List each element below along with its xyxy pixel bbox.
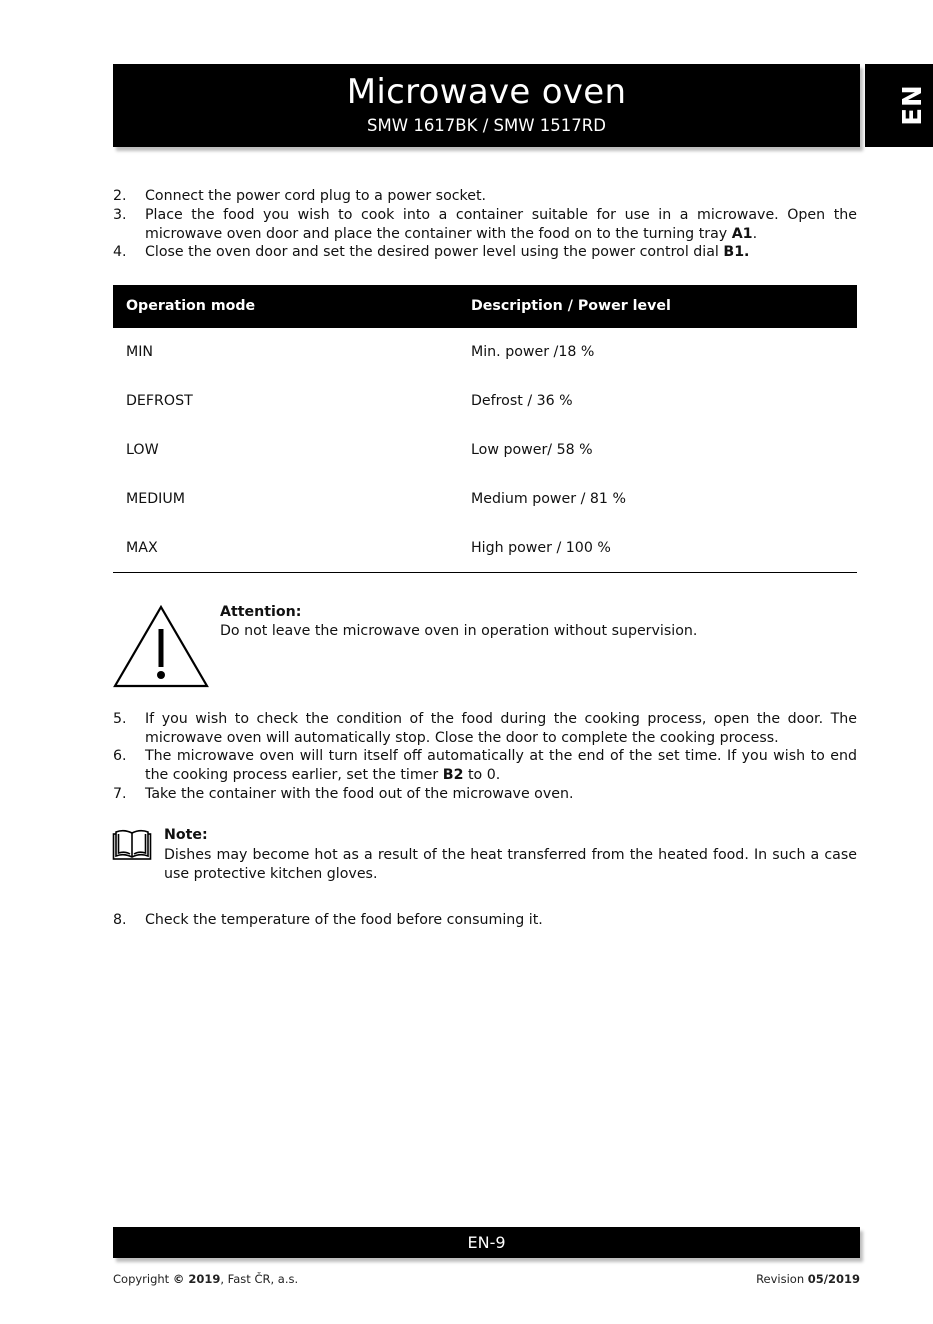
- table-cell: MEDIUM: [126, 491, 185, 507]
- table-header: [113, 285, 857, 328]
- part-reference: A1: [731, 225, 753, 242]
- step-text: Place the food you wish to cook into a container suitable for use in a microwave. Open the microwave oven door and place the container with the food on to the turning tray A1.: [145, 207, 857, 242]
- note-text: Dishes may become hot as a result of the heat transferred from the heated food. In such a case use protective kitchen gloves.: [164, 847, 857, 882]
- table-cell: LOW: [126, 442, 159, 458]
- table-row: [113, 328, 857, 377]
- step-2: [113, 187, 857, 206]
- table-cell: Min. power /18 %: [471, 344, 595, 360]
- book-icon: [112, 828, 152, 861]
- step-number: 3.: [113, 207, 127, 223]
- page-header: [113, 64, 860, 147]
- step-text: If you wish to check the condition of the food during the cooking process, open the door. The microwave oven will automatically stop. Close the door to complete the cooking process.: [145, 711, 857, 746]
- table-cell: Medium power / 81 %: [471, 491, 626, 507]
- table-cell: MIN: [126, 344, 154, 360]
- part-reference: B2: [442, 766, 464, 783]
- column-header: Operation mode: [126, 298, 256, 314]
- language-label: EN: [898, 84, 928, 126]
- step-text: The microwave oven will turn itself off automatically at the end of the set time. If you wish to end the cooking process earlier, set the timer B2 to 0.: [145, 748, 857, 783]
- step-text: Connect the power cord plug to a power socket.: [145, 188, 487, 204]
- step-text: Close the oven door and set the desired power level using the power control dial B1.: [145, 244, 750, 260]
- warning-triangle-icon: [113, 605, 209, 689]
- step-number: 7.: [113, 786, 127, 802]
- step-7: [113, 785, 857, 804]
- copyright: Copyright © 2019, Fast ČR, a.s.: [113, 1272, 299, 1286]
- table-cell: Defrost / 36 %: [471, 393, 573, 409]
- step-number: 5.: [113, 711, 127, 727]
- page-number-bar: [113, 1227, 860, 1258]
- step-6: [113, 747, 857, 784]
- revision: Revision 05/2019: [756, 1272, 860, 1286]
- attention-text: Do not leave the microwave oven in operation without supervision.: [220, 623, 698, 639]
- step-number: 2.: [113, 188, 127, 204]
- table-cell: MAX: [126, 540, 158, 556]
- document-title: Microwave oven: [346, 72, 627, 112]
- step-8: [113, 911, 857, 930]
- step-4: [113, 243, 857, 262]
- step-number: 4.: [113, 244, 127, 260]
- step-3: [113, 206, 857, 243]
- note-title: Note:: [164, 827, 208, 843]
- step-number: 8.: [113, 912, 127, 928]
- column-header: Description / Power level: [471, 298, 671, 314]
- table-cell: Low power/ 58 %: [471, 442, 593, 458]
- table-bottom-rule: [113, 572, 857, 573]
- step-5: [113, 710, 857, 747]
- step-text: Check the temperature of the food before consuming it.: [145, 912, 543, 928]
- page-number: EN-9: [467, 1233, 506, 1252]
- table-cell: High power / 100 %: [471, 540, 611, 556]
- attention-title: Attention:: [220, 604, 302, 620]
- part-reference: B1.: [723, 244, 750, 260]
- model-numbers: SMW 1617BK / SMW 1517RD: [367, 116, 606, 135]
- table-row: [113, 426, 857, 475]
- table-row: [113, 475, 857, 524]
- language-tab: [865, 64, 933, 147]
- table-row: [113, 524, 857, 573]
- step-number: 6.: [113, 748, 127, 764]
- table-cell: DEFROST: [126, 393, 193, 409]
- step-text: Take the container with the food out of the microwave oven.: [145, 786, 574, 802]
- power-level-table: [113, 285, 857, 556]
- table-row: [113, 377, 857, 426]
